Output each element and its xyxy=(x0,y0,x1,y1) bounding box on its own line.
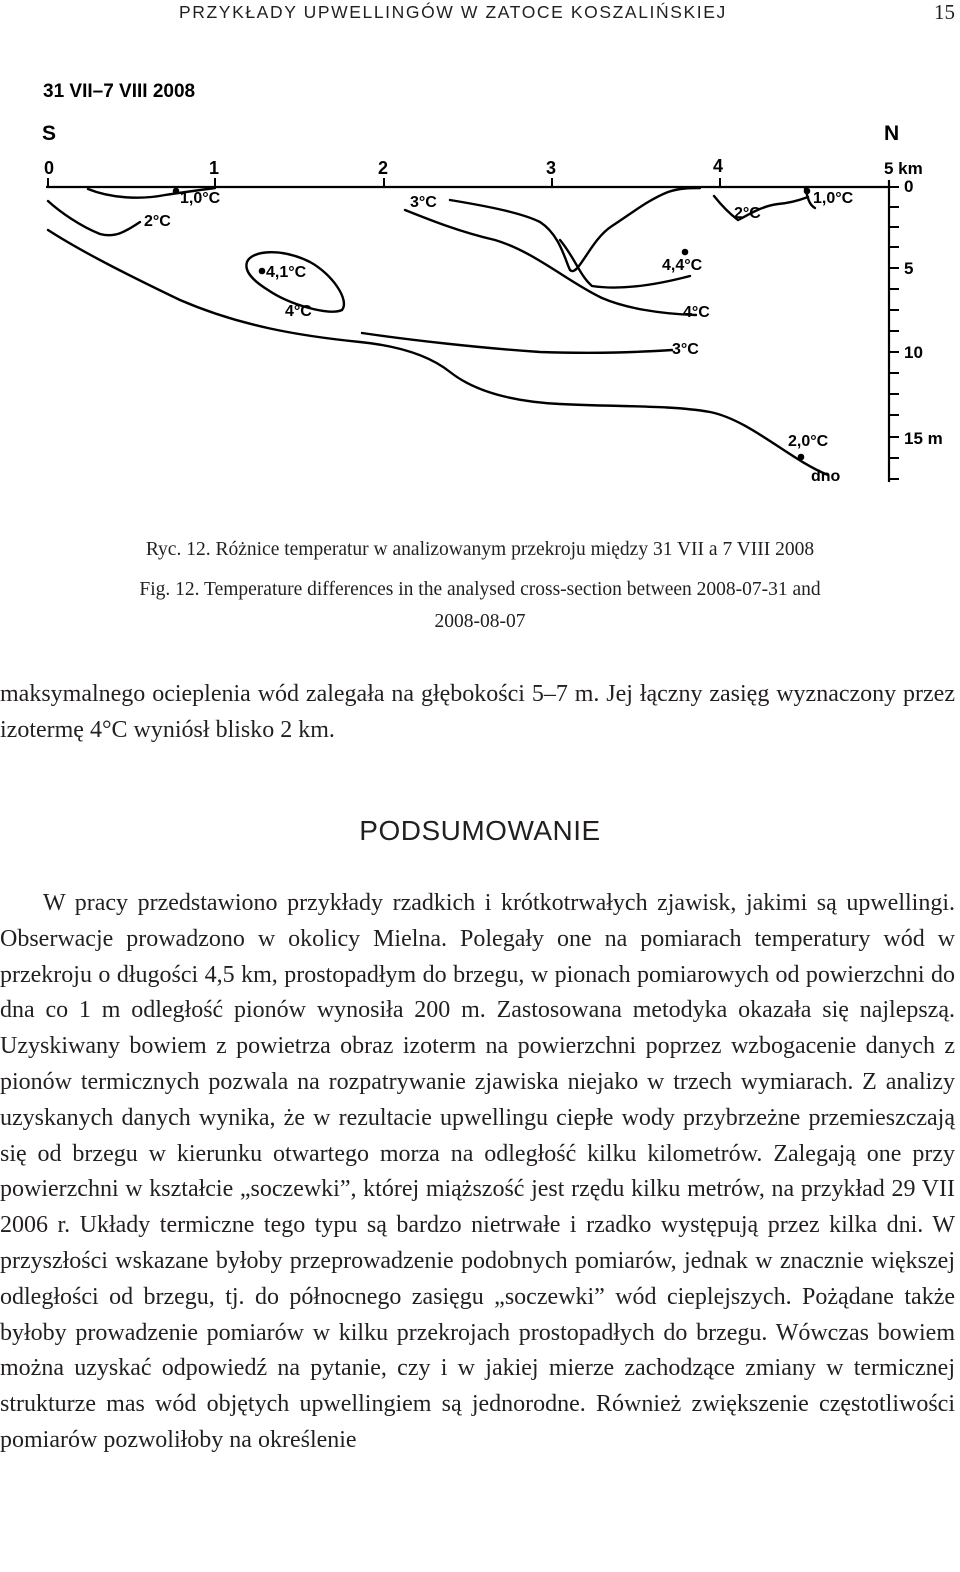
isotherm-label-2-0c-bottom: 2,0°C xyxy=(788,433,829,450)
running-head xyxy=(0,0,960,30)
isotherm-label-4c-lens: 4°C xyxy=(285,303,312,320)
isotherm-2c-left xyxy=(48,201,140,235)
measurement-point-1 xyxy=(173,188,180,195)
figure-caption-en-line1: Fig. 12. Temperature differences in the analysed cross-section between 2008-07-31 and xyxy=(139,579,821,600)
isotherm-label-3c-right: 3°C xyxy=(672,341,699,358)
page-number: 15 xyxy=(934,0,955,24)
measurement-point-bottom xyxy=(798,454,805,461)
distance-tick-2: 2 xyxy=(378,158,389,178)
depth-tick-0: 0 xyxy=(904,177,914,196)
distance-tick-0: 0 xyxy=(44,158,55,178)
distance-tick-5: 5 km xyxy=(884,159,923,178)
running-title: PRZYKŁADY UPWELLINGÓW W ZATOCE KOSZALIŃSKIEJ xyxy=(179,2,727,22)
isotherm-label-4c-right: 4°C xyxy=(683,304,710,321)
figure-caption-pl: Ryc. 12. Różnice temperatur w analizowanym przekroju między 31 VII a 7 VIII 2008 xyxy=(145,539,815,560)
measurement-point-4-1 xyxy=(259,268,266,275)
paragraph-summary: W pracy przedstawiono przykłady rzadkich i krótkotrwałych zjawisk, jakimi są upwellingi. Obserwacje prowadzono w okolicy Mielna. Polegały one na pomiarach temperatury wód w przekroju o długości 4,5 km, prostopadłym do brzegu, w pionach pomiarowych od powierzchni do dna co 1 m odległość pionów wynosiła 200 m. Zastosowana metodyka okazała się najlepszą. Uzyskiwany bowiem z powietrza obraz izoterm na powierzchni poprzez wzbogacenie danych z pionów termicznych pozwala na rozpatrywanie zjawiska niejako w trzech wymiarach. Z analizy uzyskanych danych wynika, że w rezultacie upwellingu ciepłe wody przybrzeżne przemieszczają się od brzegu w kierunku otwartego morza na odległość kilku kilometrów. Zalegają one przy powierzchni w kształcie „soczewki”, której miąższość jest rzędu kilku metrów, na przykład 29 VII 2006 r. Układy termiczne tego typu są bardzo nietrwałe i rzadko występują przez kilka dni. W przyszłości wskazane byłoby przeprowadzenie podobnych pomiarów, jednak w znacznie większej odległości od brzegu, tj. do północnego zasięgu „soczewki” wód cieplejszych. Pożądane także byłoby prowadzenie pomiarów w kilku przekrojach prostopadłych do brzegu. Wówczas bowiem można uzyskać odpowiedź na pytanie, czy i w jakiej mierze zachodzące zmiany w termicznej strukturze mas wód objętych upwellingiem są jednorodne. Również zwiększenie częstotliwości pomiarów pozwoliłoby na określenie xyxy=(0,890,955,1453)
depth-tick-15: 15 m xyxy=(904,429,943,448)
isotherm-label-3c-top: 3°C xyxy=(410,194,437,211)
isotherm-4c-lower xyxy=(405,210,696,315)
distance-tick-1: 1 xyxy=(209,158,220,178)
figure-date-range: 31 VII–7 VIII 2008 xyxy=(43,81,196,102)
measurement-point-4-4 xyxy=(682,249,689,256)
isotherm-3c-lower xyxy=(362,333,672,353)
isotherm-2c-right xyxy=(714,196,808,220)
direction-south: S xyxy=(42,122,57,145)
seabed-label: dno xyxy=(811,468,841,485)
measurement-point-1-right xyxy=(804,188,811,195)
depth-tick-5: 5 xyxy=(904,259,914,278)
isotherm-label-2c-right: 2°C xyxy=(734,205,761,222)
figure-caption-en xyxy=(0,574,960,638)
distance-tick-4: 4 xyxy=(713,156,724,176)
isotherm-label-2c-left: 2°C xyxy=(144,213,171,230)
depth-axis-ticks xyxy=(889,187,899,479)
distance-tick-3: 3 xyxy=(546,158,557,178)
direction-north: N xyxy=(884,122,900,145)
isotherm-cross-section-diagram xyxy=(0,60,960,500)
isotherm-label-4-1c: 4,1°C xyxy=(266,264,307,281)
depth-tick-10: 10 xyxy=(904,343,923,362)
figure-caption-en-line2: 2008-08-07 xyxy=(434,611,526,632)
isotherm-label-1-0c-left: 1,0°C xyxy=(180,190,221,207)
figure-cross-section xyxy=(0,60,960,500)
isotherm-label-1-0c-right: 1,0°C xyxy=(813,190,854,207)
isotherm-label-4-4c: 4,4°C xyxy=(662,257,703,274)
section-heading: PODSUMOWANIE xyxy=(359,815,601,846)
paragraph-continuation: maksymalnego ocieplenia wód zalegała na głębokości 5–7 m. Jej łączny zasięg wyznaczony przez izotermę 4°C wyniósł blisko 2 km. xyxy=(0,681,955,743)
isotherm-3c-main xyxy=(48,230,828,475)
